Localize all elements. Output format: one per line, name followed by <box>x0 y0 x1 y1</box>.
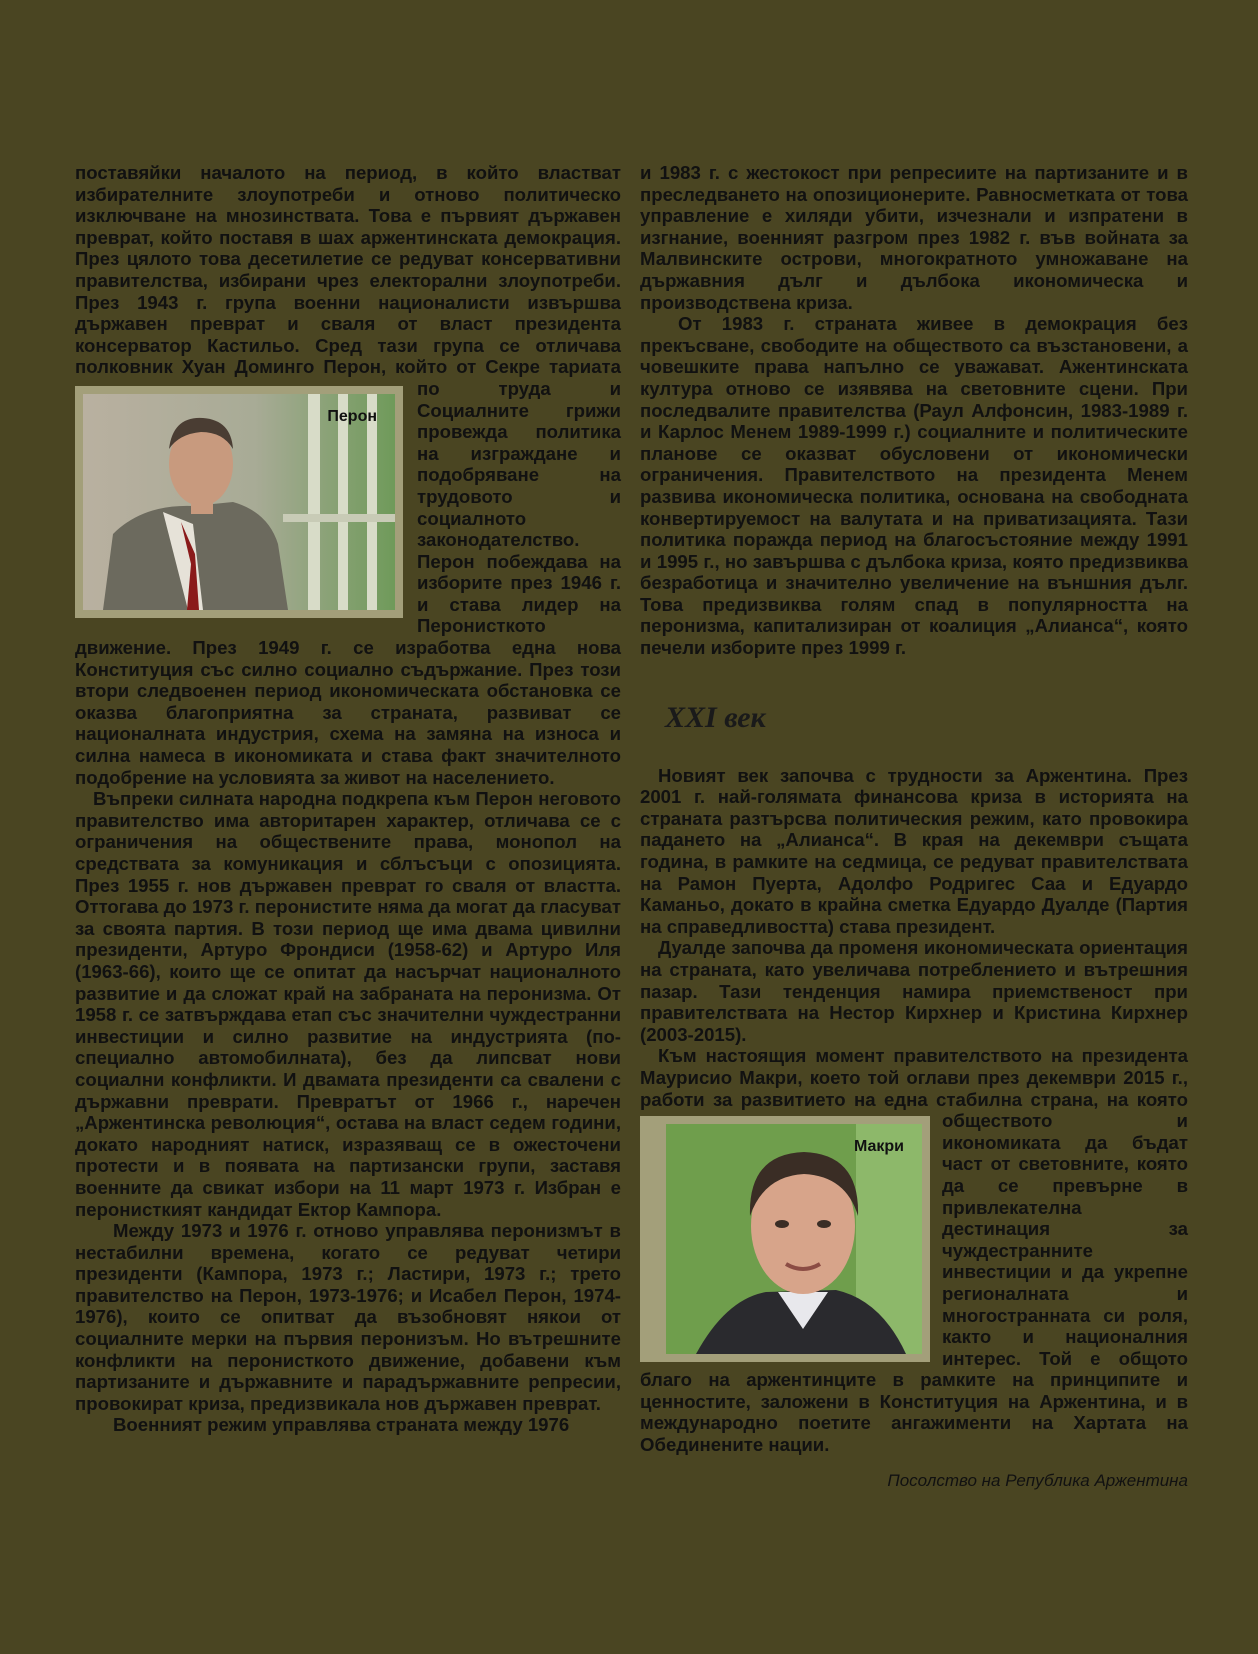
peron-photo <box>75 386 403 618</box>
paragraph: Военният режим управлява страната между 1976 <box>113 1414 570 1436</box>
paragraph-text: Към настоящия момент правителството на президента Маурисио Макри, което той оглави през декември 2015 г., работи за развитието на една стабилна <box>640 1045 1188 1110</box>
paragraph-text: страна, на която обществото и икономиката да бъдат част от световните, която да се превърне в привлекателна дестинация за чуждестранните инвестиции и да укрепне регионалната и многостранната си роля, както и националния интерес. Той е общото благо на аржентинците в рамките на принципите и ценностите, заложени в Конституция на Аржентина, и в международно поетите ангажименти на Хартата на Обединените нации. <box>640 1088 1189 1456</box>
paragraph-text: тариата по труда и Социалните грижи провежда политика на изграждане и подобряване на трудовото и социалното законодателство. Перон побеждава на изборите през 1946 г. и става лидер на Перонисткото движение. През 1949 г. се изработва една нова Конституция със силно социално съдържание. През този втори следвоенен период икономическата обстановка се оказва благоприятна за страната, развиват се националната индустрия, схема на замяна на износа и силна намеса в икономиката и става факт значителното подобрение на условията за живот на населението. <box>75 356 621 788</box>
macri-photo <box>640 1116 930 1362</box>
photo-caption: Макри <box>853 1138 904 1156</box>
paragraph: Между 1973 и 1976 г. отново управлява перонизмът в нестабилни времена, когато се редуват четири президенти (Кампора, 1973 г.; Ластири, 1973 г.; трето правителство на Перон, 1973-1976; и Исабел Перон, 1974-1976), които се опитват да възобновят някои от социалните мерки на първия перонизъм. Но вътрешните конфликти на перонисткото движение, добавени към партизаните и държавните и парадържавните репресии, провокират криза, предизвикала нов държавен преврат. <box>75 1220 621 1414</box>
paragraph: Дуалде започва да променя икономическата ориентация на страната, като увеличава потреблението и вътрешния пазар. Тази тенденция намира приемственост при правителствата на Нестор Кирхнер и Кристина Кирхнер (2003-2015). <box>640 937 1188 1045</box>
paragraph-text: поставяйки началото на период, в който властват избирателните злоупотреби и отново политическо изключване на мнозинствата. Това е първият държавен преврат, който поставя в шах аржентинската демокрация. През цялото това десетилетие се редуват консервативни правителства, избирани чрез електорални злоупотреби. През 1943 г. група военни националисти извършва държавен преврат и сваля от власт президента консерватор Кастильо. Сред тази група се отличава полковник Хуан Доминго Перон, който от Секре <box>75 162 621 378</box>
left-column <box>75 162 621 1436</box>
section-heading: XXI век <box>665 700 766 734</box>
right-column <box>640 162 1188 1491</box>
macri-portrait-image <box>648 1124 922 1354</box>
portrait-illustration <box>666 1124 922 1354</box>
paragraph <box>640 1045 1188 1455</box>
paragraph: и 1983 г. с жестокост при репресиите на партизаните и в преследването на опозиционерите. Равносметката от това управление е хиляди убити, изчезнали и изпратени в изгнание, военният разгром през 1982 г. във войната за Малвинските острови, многократното умножаване на държавния дълг и дълбока икономическа и производствена криза. <box>640 162 1188 313</box>
paragraph: Въпреки силната народна подкрепа към Перон неговото правителство има авторитарен характер, отличава се с ограничения на обществените права, монопол на средствата за комуникация и сблъсъци с опозицията. През 1955 г. нов държавен преврат го сваля от властта. Оттогава до 1973 г. перонистите няма да могат да гласуват за своята партия. В този период ще има двама цивилни президенти, Артуро Фрондиси (1958-62) и Артуро Иля (1963-66), които ще се опитат да насърчат националното развитие и да сложат край на забраната на перонизма. От 1958 г. се затвърждава етап със значителни чуждестранни инвестиции и силно развитие на индустрията (по- специално автомобилната), без да липсват нови социални конфликти. И двамата президенти са свалени с държавни преврати. Превратът от 1966 г., наречен „Аржентинска революция“, остава на власт седем години, докато народният натиск, изразяващ се в ожесточени протести и в появата на партизански групи, заставя военните да свикат избори на 11 март 1973 г. Избран е перонисткият кандидат Ектор Кампора. <box>75 788 621 1220</box>
paragraph: От 1983 г. страната живее в демокрация без прекъсване, свободите на обществото са възстановени, а човешките права напълно се уважават. Ажентинската култура отново се изявява на световните сцени. При последвалите правителства (Раул Алфонсин, 1983-1989 г. и Карлос Менем 1989-1999 г.) социалните и политическите планове се оказват обусловени от икономически ограничения. Правителството на президента Менем развива икономическа политика, основана на свободната конвертируемост на валутата и на приватизацията. Тази политика поражда период на благосъстояние между 1991 и 1995 г., но завършва с дълбока криза, която предизвиква безработица и значително увеличение на външния дълг. Това предизвиква голям спад в популярността на перонизма, капитализиран от коалиция „Алианса“, която печели изборите през 1999 г. <box>640 313 1188 659</box>
paragraph: Новият век започва с трудности за Аржентина. През 2001 г. най-голямата финансова криза в историята на страната разтърсва политическия режим, като провокира падането на „Алианса“. В края на декември същата година, в рамките на седмица, се редуват правителствата на Рамон Пуерта, Адолфо Родригес Саа и Едуардо Каманьо, докато в крайна сметка Едуардо Дуалде (Партия на справедливостта) става президент. <box>640 764 1188 937</box>
photo-caption: Перон <box>327 407 377 425</box>
signature: Посолство на Република Аржентина <box>887 1470 1188 1490</box>
peron-portrait-image <box>83 394 395 610</box>
paragraph <box>75 162 621 788</box>
